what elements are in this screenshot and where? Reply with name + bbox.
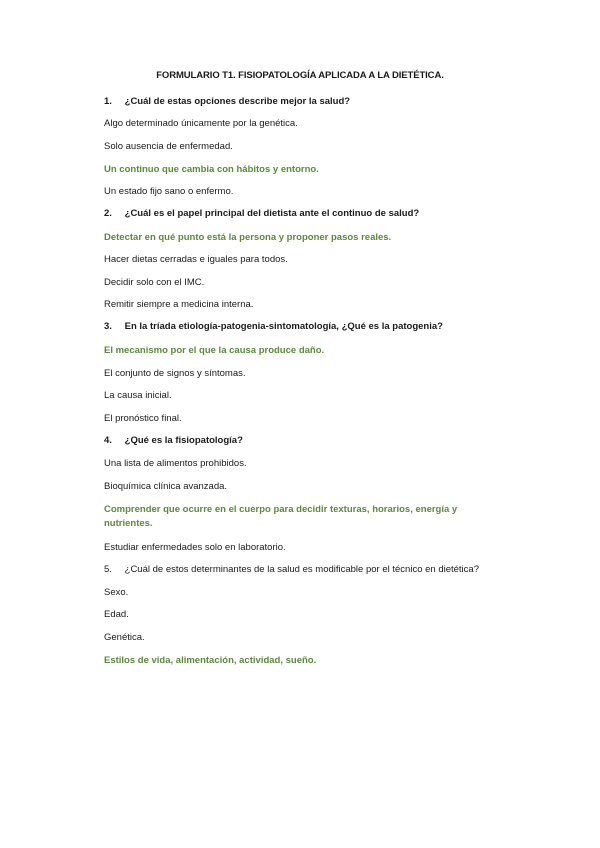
question-1 xyxy=(104,96,350,107)
option: La causa inicial. xyxy=(104,390,172,401)
question-number: 1. xyxy=(104,96,112,107)
option: El conjunto de signos y síntomas. xyxy=(104,368,246,379)
question-text: ¿Cuál es el papel principal del dietista ante el continuo de salud? xyxy=(124,208,420,219)
question-2 xyxy=(104,208,419,219)
question-3 xyxy=(104,321,443,332)
option: Algo determinado únicamente por la genética. xyxy=(104,118,298,129)
option: Genética. xyxy=(104,632,145,643)
option: Un estado fijo sano o enfermo. xyxy=(104,186,234,197)
option: Remitir siempre a medicina interna. xyxy=(104,299,254,310)
option: Sexo. xyxy=(104,587,129,598)
option: Estudiar enfermedades solo en laboratorio. xyxy=(104,542,286,553)
option-correct: El mecanismo por el que la causa produce daño. xyxy=(104,345,325,356)
option: Hacer dietas cerradas e iguales para todos. xyxy=(104,254,288,265)
option-correct: Detectar en qué punto está la persona y proponer pasos reales. xyxy=(104,232,392,243)
option: El pronóstico final. xyxy=(104,413,182,424)
question-text: En la tríada etiología-patogenia-sintomatología, ¿Qué es la patogenia? xyxy=(124,321,443,332)
option-correct: Estilos de vida, alimentación, actividad, sueño. xyxy=(104,655,317,666)
question-number: 3. xyxy=(104,321,112,332)
question-text: ¿Qué es la fisiopatología? xyxy=(124,435,243,446)
option: Solo ausencia de enfermedad. xyxy=(104,141,233,152)
option-correct: Un continuo que cambia con hábitos y entorno. xyxy=(104,164,319,175)
option-correct: Comprender que ocurre en el cuerpo para decidir texturas, horarios, energía y nutrientes. xyxy=(104,504,458,529)
option: Decidir solo con el IMC. xyxy=(104,277,205,288)
option: Bioquímica clínica avanzada. xyxy=(104,481,228,492)
form-title: FORMULARIO T1. FISIOPATOLOGÍA APLICADA A LA DIETÉTICA. xyxy=(156,70,444,81)
question-text: ¿Cuál de estas opciones describe mejor la salud? xyxy=(124,96,351,107)
question-4 xyxy=(104,435,243,446)
option: Edad. xyxy=(104,609,129,620)
question-number: 5. xyxy=(104,564,112,575)
question-number: 2. xyxy=(104,208,112,219)
question-text: ¿Cuál de estos determinantes de la salud es modificable por el técnico en dietética? xyxy=(124,564,479,575)
question-5 xyxy=(104,564,479,575)
question-number: 4. xyxy=(104,435,112,446)
option: Una lista de alimentos prohibidos. xyxy=(104,458,247,469)
